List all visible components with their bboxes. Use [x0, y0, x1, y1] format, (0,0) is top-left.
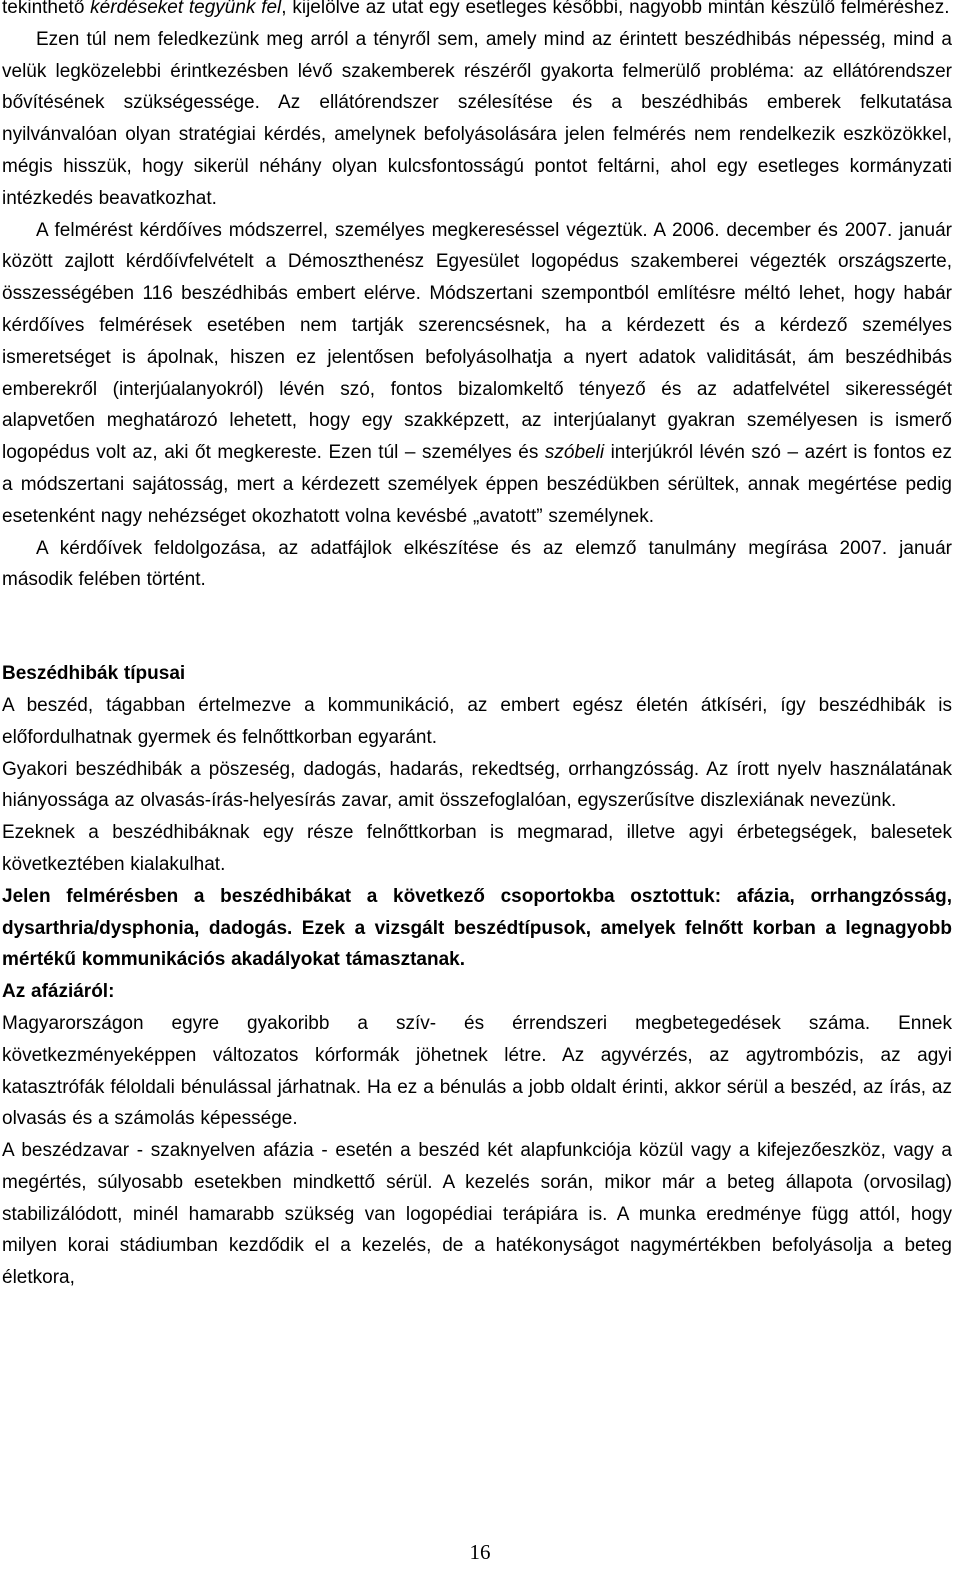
page-number: 16 — [469, 1540, 491, 1564]
paragraph-feldolgozas: A kérdőívek feldolgozása, az adatfájlok elkészítése és az elemző tanulmány megírása 2007. január második felében történt. — [2, 537, 952, 591]
section-heading-beszedhibak-tipusai: Beszédhibák típusai — [2, 663, 186, 685]
paragraph-intro-continuation — [2, 0, 952, 24]
document-page — [2, 0, 952, 1294]
paragraph-felnottkor: Ezeknek a beszédhibáknak egy része felnőttkorban is megmarad, illetve agyi érbetegségek, balesetek következtében kialakulhat. — [2, 822, 952, 875]
text-run: interjúkról lévén szó – azért is fontos ez a módszertani sajátosság, mert a kérdezett személyek éppen beszédükben sérültek, annak megértése pedig esetenként nagy nehézséget okozhatott volna kevésbé „avatott” személynek. — [2, 442, 953, 527]
paragraph-gyakori-beszedhibak: Gyakori beszédhibák a pöszeség, dadogás, hadarás, rekedtség, orrhangzósság. Az írott nyelv használatának hiányossága az olvasás-írás-helyesírás zavar, amit összefoglalóan, egyszerűsítve diszlexiának nevezünk. — [2, 758, 952, 812]
italic-text-run: szóbeli — [544, 442, 605, 464]
paragraph-beszed: A beszéd, tágabban értelmezve a kommunikáció, az embert egész életén átkíséri, így beszédhibák is előfordulhatnak gyermek és felnőttkorban egyaránt. — [2, 694, 952, 748]
paragraph-beszedzavar: A beszédzavar - szaknyelven afázia - esetén a beszéd két alapfunkciója közül vagy a kifejezőeszköz, vagy a megértés, súlyosabb esetekben mindkettő sérül. A kezelés során, mikor már a beteg állapota (orvosilag) stabilizálódott, minél hamarabb szükség van logopédiai terápiára is. A munka eredménye függ attól, hogy milyen korai stádiumban kezdődik el a kezelés, de a hatékonyságot nagymértékben befolyásolja a beteg életkora, — [2, 1140, 952, 1289]
italic-text-run: kérdéseket tegyünk fel — [90, 0, 282, 18]
text-run: tekinthető — [2, 0, 91, 18]
section-heading-afazia: Az afáziáról: — [2, 981, 115, 1003]
paragraph-szivbetegsegek: Magyarországon egyre gyakoribb a szív- és érrendszeri megbetegedések száma. Ennek következményeképpen változatos kórformák jöhetnek létre. Az agyvérzés, az agytrombózis, az agyi katasztrófák féloldali bénulással járhatnak. Ha ez a bénulás a jobb oldalt érinti, akkor sérül a beszéd, az írás, az olvasás és a számolás képessége. — [2, 1012, 952, 1130]
paragraph-ellatorendszer: Ezen túl nem feledkezünk meg arról a tényről sem, amely mind az érintett beszédhibás népesség, mind a velük legközelebbi érintkezésben lévő szakemberek részéről gyakorta felmerülő probléma: az ellátórendszer bővítésének szükségessége. Az ellátórendszer szélesítése és a beszédhibás emberek felkutatása nyilvánvalóan olyan stratégiai kérdés, amelynek befolyásolására jelen felmérés nem rendelkezik eszközökkel, mégis hisszük, hogy sikerül néhány olyan kulcsfontosságú pontot feltárni, ahol egy esetleges kormányzati intézkedés beavatkozhat. — [2, 28, 952, 209]
section-spacer — [2, 596, 952, 658]
text-run: , kijelölve az utat egy esetleges későbbi, nagyobb mintán készülő felméréshez. — [281, 0, 950, 18]
paragraph-csoportok: Jelen felmérésben a beszédhibákat a következő csoportokba osztottuk: afázia, orrhangzósság, dysarthria/dysphonia, dadogás. Ezek a vizsgált beszédtípusok, amelyek felnőtt korban a legnagyobb mértékű kommunikációs akadályokat támasztanak. — [2, 885, 952, 971]
text-run: A felmérést kérdőíves módszerrel, személyes megkereséssel végeztük. A 2006. december és 2007. január között zajlott kérdőívfelvételt a Démoszthenész Egyesület logopédus szakemberei végezték országszerte, összességében 116 beszédhibás embert elérve. Módszertani szempontból említésre méltó lehet, hogy habár kérdőíves felmérések esetében nem tartják szerencsésnek, ha a kérdezett és a kérdező személyes ismeretséget is ápolnak, hiszen ez jelentősen befolyásolhatja a nyert adatok validitását, ám beszédhibás emberekről (interjúalanyokról) lévén szó, fontos bizalomkeltő tényező és az adatfelvétel sikerességét alapvetően meghatározó lehetett, hogy egy szakképzett, az interjúalanyt gyakran személyesen is ismerő logopédus volt az, aki őt megkereste. Ezen túl – személyes és — [2, 219, 952, 464]
paragraph-modszertan — [2, 215, 952, 533]
